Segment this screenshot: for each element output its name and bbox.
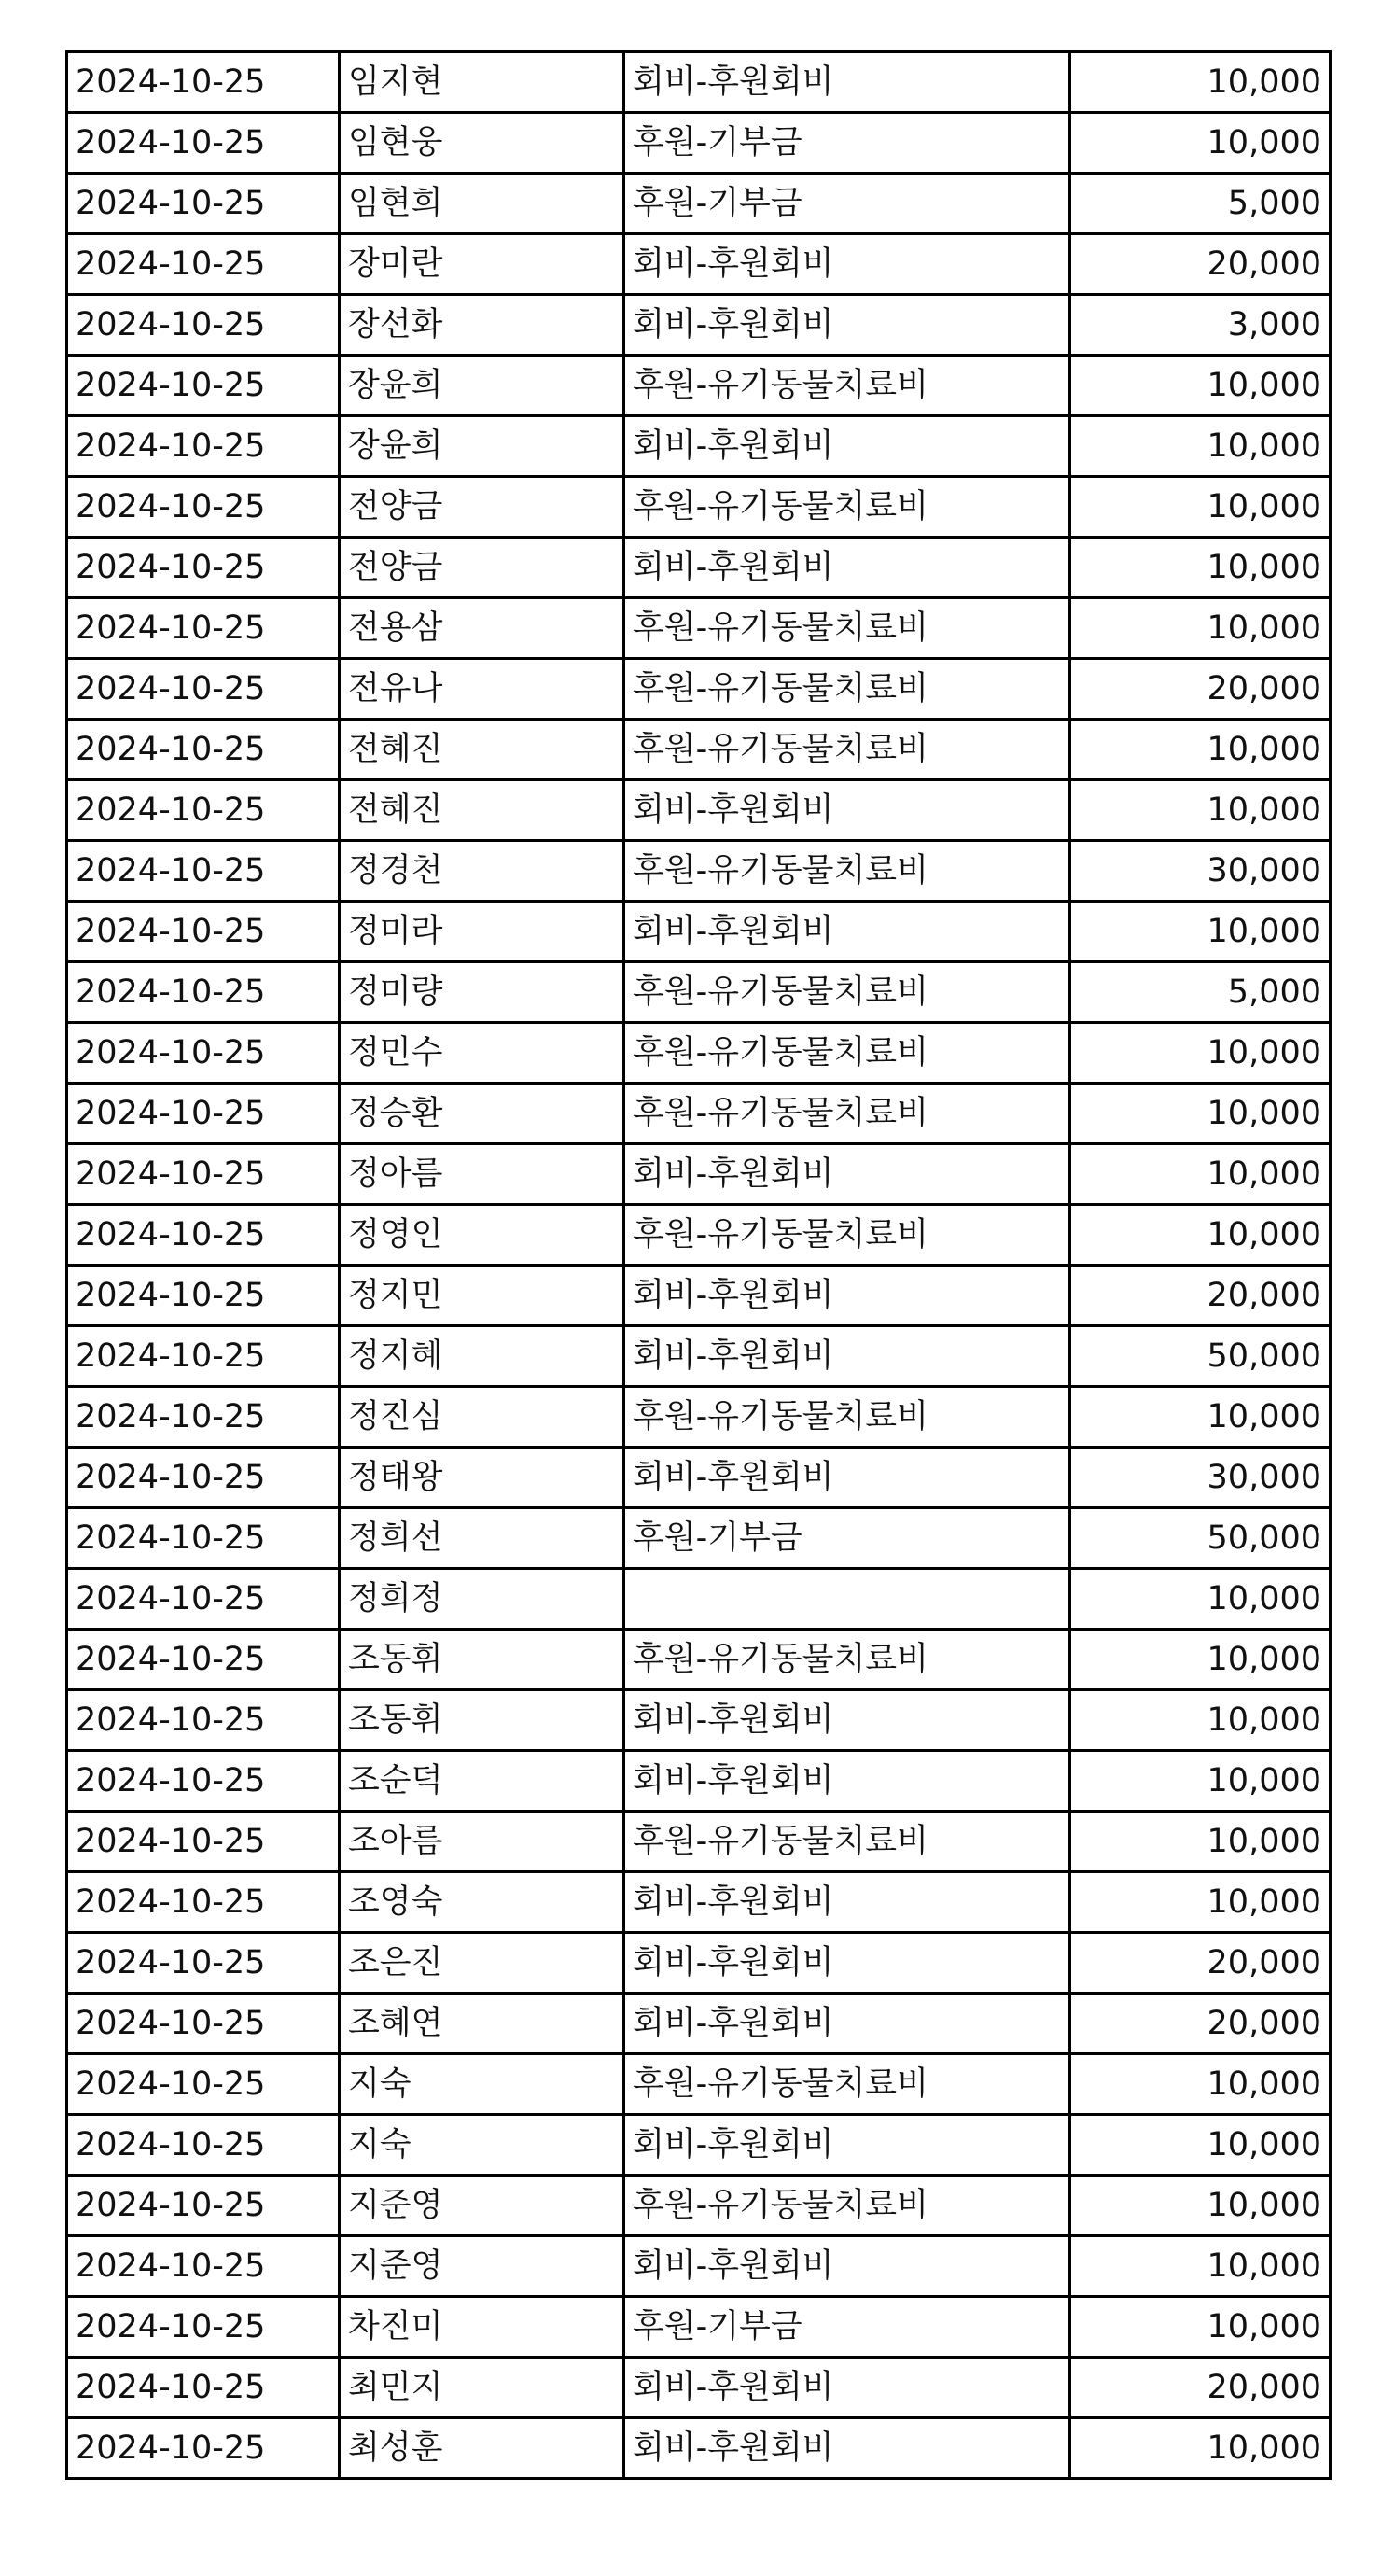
- date-cell: 2024-10-25: [67, 477, 340, 538]
- date-cell: 2024-10-25: [67, 174, 340, 234]
- name-cell: 최성훈: [340, 2418, 624, 2479]
- table-row: [67, 1994, 1331, 2054]
- category-cell: 후원-기부금: [624, 113, 1070, 174]
- category-cell: 후원-유기동물치료비: [624, 477, 1070, 538]
- name-cell: 정민수: [340, 1023, 624, 1084]
- category-cell: 후원-유기동물치료비: [624, 1084, 1070, 1144]
- name-cell: 정지혜: [340, 1326, 624, 1387]
- category-cell: 후원-유기동물치료비: [624, 720, 1070, 780]
- category-cell: 후원-유기동물치료비: [624, 598, 1070, 659]
- amount-cell: 30,000: [1070, 841, 1331, 902]
- name-cell: 차진미: [340, 2297, 624, 2358]
- date-cell: 2024-10-25: [67, 780, 340, 841]
- amount-cell: 10,000: [1070, 1084, 1331, 1144]
- amount-cell: 30,000: [1070, 1448, 1331, 1508]
- date-cell: 2024-10-25: [67, 1205, 340, 1266]
- name-cell: 장윤희: [340, 356, 624, 416]
- category-cell: 회비-후원회비: [624, 52, 1070, 113]
- table-row: [67, 659, 1331, 720]
- name-cell: 정아름: [340, 1144, 624, 1205]
- table-row: [67, 1933, 1331, 1994]
- date-cell: 2024-10-25: [67, 1812, 340, 1872]
- table-row: [67, 1144, 1331, 1205]
- name-cell: 임지현: [340, 52, 624, 113]
- category-cell: 회비-후원회비: [624, 1448, 1070, 1508]
- amount-cell: 20,000: [1070, 1994, 1331, 2054]
- amount-cell: 10,000: [1070, 902, 1331, 962]
- name-cell: 조은진: [340, 1933, 624, 1994]
- amount-cell: 10,000: [1070, 2054, 1331, 2115]
- date-cell: 2024-10-25: [67, 962, 340, 1023]
- name-cell: 조순덕: [340, 1751, 624, 1812]
- name-cell: 임현웅: [340, 113, 624, 174]
- date-cell: 2024-10-25: [67, 2054, 340, 2115]
- category-cell: 회비-후원회비: [624, 416, 1070, 477]
- amount-cell: 10,000: [1070, 720, 1331, 780]
- table-row: [67, 1569, 1331, 1630]
- date-cell: 2024-10-25: [67, 720, 340, 780]
- amount-cell: 10,000: [1070, 1387, 1331, 1448]
- category-cell: 회비-후원회비: [624, 1266, 1070, 1326]
- category-cell: 회비-후원회비: [624, 2418, 1070, 2479]
- name-cell: 조혜연: [340, 1994, 624, 2054]
- name-cell: 전양금: [340, 477, 624, 538]
- name-cell: 전혜진: [340, 780, 624, 841]
- amount-cell: 20,000: [1070, 234, 1331, 295]
- date-cell: 2024-10-25: [67, 416, 340, 477]
- name-cell: 전용삼: [340, 598, 624, 659]
- amount-cell: 10,000: [1070, 416, 1331, 477]
- amount-cell: 10,000: [1070, 538, 1331, 598]
- name-cell: 정희선: [340, 1508, 624, 1569]
- amount-cell: 50,000: [1070, 1508, 1331, 1569]
- category-cell: 회비-후원회비: [624, 1933, 1070, 1994]
- date-cell: 2024-10-25: [67, 1084, 340, 1144]
- category-cell: 후원-유기동물치료비: [624, 2054, 1070, 2115]
- table-row: [67, 902, 1331, 962]
- amount-cell: 10,000: [1070, 1812, 1331, 1872]
- table-row: [67, 1448, 1331, 1508]
- date-cell: 2024-10-25: [67, 2418, 340, 2479]
- amount-cell: 10,000: [1070, 1872, 1331, 1933]
- date-cell: 2024-10-25: [67, 902, 340, 962]
- amount-cell: 10,000: [1070, 356, 1331, 416]
- table-row: [67, 598, 1331, 659]
- amount-cell: 10,000: [1070, 2297, 1331, 2358]
- category-cell: 후원-유기동물치료비: [624, 2176, 1070, 2236]
- date-cell: 2024-10-25: [67, 52, 340, 113]
- table-row: [67, 720, 1331, 780]
- name-cell: 조동휘: [340, 1690, 624, 1751]
- amount-cell: 10,000: [1070, 52, 1331, 113]
- amount-cell: 3,000: [1070, 295, 1331, 356]
- category-cell: 후원-기부금: [624, 1508, 1070, 1569]
- date-cell: 2024-10-25: [67, 2176, 340, 2236]
- name-cell: 조동휘: [340, 1630, 624, 1690]
- category-cell: 회비-후원회비: [624, 1144, 1070, 1205]
- table-row: [67, 780, 1331, 841]
- amount-cell: 10,000: [1070, 2236, 1331, 2297]
- name-cell: 정미라: [340, 902, 624, 962]
- date-cell: 2024-10-25: [67, 1508, 340, 1569]
- amount-cell: 10,000: [1070, 780, 1331, 841]
- date-cell: 2024-10-25: [67, 356, 340, 416]
- table-row: [67, 2054, 1331, 2115]
- date-cell: 2024-10-25: [67, 1144, 340, 1205]
- date-cell: 2024-10-25: [67, 295, 340, 356]
- category-cell: 회비-후원회비: [624, 1690, 1070, 1751]
- amount-cell: 10,000: [1070, 1630, 1331, 1690]
- table-row: [67, 1387, 1331, 1448]
- name-cell: 정승환: [340, 1084, 624, 1144]
- table-row: [67, 2176, 1331, 2236]
- name-cell: 최민지: [340, 2358, 624, 2418]
- name-cell: 정태왕: [340, 1448, 624, 1508]
- date-cell: 2024-10-25: [67, 1266, 340, 1326]
- table-row: [67, 477, 1331, 538]
- table-row: [67, 1084, 1331, 1144]
- table-row: [67, 1872, 1331, 1933]
- table-row: [67, 1630, 1331, 1690]
- category-cell: 후원-유기동물치료비: [624, 1023, 1070, 1084]
- amount-cell: 10,000: [1070, 1205, 1331, 1266]
- name-cell: 정미량: [340, 962, 624, 1023]
- date-cell: 2024-10-25: [67, 538, 340, 598]
- date-cell: 2024-10-25: [67, 1448, 340, 1508]
- name-cell: 조영숙: [340, 1872, 624, 1933]
- amount-cell: 10,000: [1070, 1144, 1331, 1205]
- category-cell: 회비-후원회비: [624, 295, 1070, 356]
- date-cell: 2024-10-25: [67, 1751, 340, 1812]
- amount-cell: 10,000: [1070, 1751, 1331, 1812]
- amount-cell: 10,000: [1070, 2418, 1331, 2479]
- category-cell: 회비-후원회비: [624, 1994, 1070, 2054]
- table-row: [67, 1266, 1331, 1326]
- date-cell: 2024-10-25: [67, 1326, 340, 1387]
- table-row: [67, 295, 1331, 356]
- category-cell: 회비-후원회비: [624, 1872, 1070, 1933]
- category-cell: 후원-유기동물치료비: [624, 356, 1070, 416]
- name-cell: 전혜진: [340, 720, 624, 780]
- table-row: [67, 52, 1331, 113]
- amount-cell: 20,000: [1070, 659, 1331, 720]
- amount-cell: 10,000: [1070, 2115, 1331, 2176]
- table-row: [67, 234, 1331, 295]
- table-row: [67, 1812, 1331, 1872]
- table-row: [67, 1326, 1331, 1387]
- name-cell: 지숙: [340, 2054, 624, 2115]
- category-cell: 후원-기부금: [624, 174, 1070, 234]
- table-row: [67, 2358, 1331, 2418]
- date-cell: 2024-10-25: [67, 2236, 340, 2297]
- amount-cell: 10,000: [1070, 1569, 1331, 1630]
- name-cell: 장선화: [340, 295, 624, 356]
- date-cell: 2024-10-25: [67, 234, 340, 295]
- date-cell: 2024-10-25: [67, 1690, 340, 1751]
- date-cell: 2024-10-25: [67, 2115, 340, 2176]
- date-cell: 2024-10-25: [67, 1994, 340, 2054]
- amount-cell: 20,000: [1070, 1933, 1331, 1994]
- date-cell: 2024-10-25: [67, 1630, 340, 1690]
- category-cell: 회비-후원회비: [624, 2115, 1070, 2176]
- amount-cell: 10,000: [1070, 1023, 1331, 1084]
- category-cell: 회비-후원회비: [624, 234, 1070, 295]
- amount-cell: 10,000: [1070, 477, 1331, 538]
- amount-cell: 10,000: [1070, 598, 1331, 659]
- date-cell: 2024-10-25: [67, 1872, 340, 1933]
- category-cell: 후원-유기동물치료비: [624, 1812, 1070, 1872]
- category-cell: [624, 1569, 1070, 1630]
- date-cell: 2024-10-25: [67, 598, 340, 659]
- table-row: [67, 2236, 1331, 2297]
- category-cell: 후원-유기동물치료비: [624, 659, 1070, 720]
- name-cell: 장미란: [340, 234, 624, 295]
- category-cell: 후원-유기동물치료비: [624, 1630, 1070, 1690]
- category-cell: 후원-유기동물치료비: [624, 1205, 1070, 1266]
- table-row: [67, 841, 1331, 902]
- name-cell: 정지민: [340, 1266, 624, 1326]
- date-cell: 2024-10-25: [67, 1933, 340, 1994]
- date-cell: 2024-10-25: [67, 1023, 340, 1084]
- amount-cell: 50,000: [1070, 1326, 1331, 1387]
- category-cell: 회비-후원회비: [624, 1751, 1070, 1812]
- ledger-body: [67, 52, 1331, 2479]
- date-cell: 2024-10-25: [67, 1569, 340, 1630]
- name-cell: 조아름: [340, 1812, 624, 1872]
- date-cell: 2024-10-25: [67, 659, 340, 720]
- amount-cell: 5,000: [1070, 174, 1331, 234]
- category-cell: 회비-후원회비: [624, 538, 1070, 598]
- amount-cell: 20,000: [1070, 1266, 1331, 1326]
- donation-ledger-table: [65, 50, 1332, 2480]
- date-cell: 2024-10-25: [67, 113, 340, 174]
- category-cell: 회비-후원회비: [624, 2358, 1070, 2418]
- name-cell: 정희정: [340, 1569, 624, 1630]
- table-row: [67, 2297, 1331, 2358]
- category-cell: 후원-유기동물치료비: [624, 1387, 1070, 1448]
- category-cell: 후원-기부금: [624, 2297, 1070, 2358]
- category-cell: 후원-유기동물치료비: [624, 841, 1070, 902]
- name-cell: 장윤희: [340, 416, 624, 477]
- table-row: [67, 1508, 1331, 1569]
- table-row: [67, 1751, 1331, 1812]
- category-cell: 회비-후원회비: [624, 902, 1070, 962]
- amount-cell: 10,000: [1070, 1690, 1331, 1751]
- name-cell: 정경천: [340, 841, 624, 902]
- date-cell: 2024-10-25: [67, 2358, 340, 2418]
- table-row: [67, 2418, 1331, 2479]
- date-cell: 2024-10-25: [67, 1387, 340, 1448]
- table-row: [67, 962, 1331, 1023]
- table-row: [67, 1690, 1331, 1751]
- name-cell: 임현희: [340, 174, 624, 234]
- name-cell: 정진심: [340, 1387, 624, 1448]
- amount-cell: 5,000: [1070, 962, 1331, 1023]
- name-cell: 지준영: [340, 2176, 624, 2236]
- name-cell: 지준영: [340, 2236, 624, 2297]
- category-cell: 회비-후원회비: [624, 1326, 1070, 1387]
- table-row: [67, 538, 1331, 598]
- table-row: [67, 356, 1331, 416]
- name-cell: 전양금: [340, 538, 624, 598]
- table-row: [67, 1205, 1331, 1266]
- date-cell: 2024-10-25: [67, 841, 340, 902]
- table-row: [67, 174, 1331, 234]
- table-row: [67, 2115, 1331, 2176]
- name-cell: 전유나: [340, 659, 624, 720]
- name-cell: 정영인: [340, 1205, 624, 1266]
- table-row: [67, 1023, 1331, 1084]
- amount-cell: 20,000: [1070, 2358, 1331, 2418]
- category-cell: 회비-후원회비: [624, 2236, 1070, 2297]
- category-cell: 후원-유기동물치료비: [624, 962, 1070, 1023]
- amount-cell: 10,000: [1070, 2176, 1331, 2236]
- table-row: [67, 113, 1331, 174]
- table-row: [67, 416, 1331, 477]
- category-cell: 회비-후원회비: [624, 780, 1070, 841]
- name-cell: 지숙: [340, 2115, 624, 2176]
- amount-cell: 10,000: [1070, 113, 1331, 174]
- date-cell: 2024-10-25: [67, 2297, 340, 2358]
